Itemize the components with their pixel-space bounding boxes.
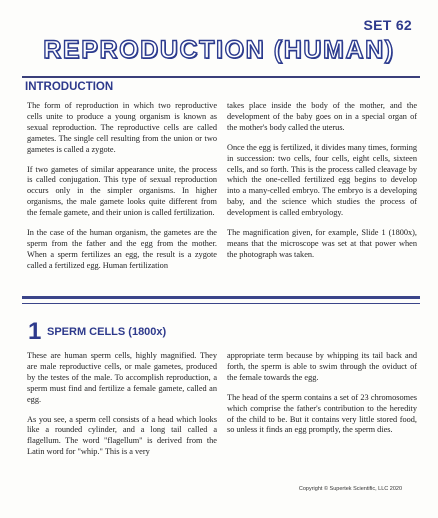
copyright-notice: Copyright © Supertek Scientific, LLC 2020: [298, 486, 402, 492]
intro-paragraph: Once the egg is fertilized, it divides many times, forming in succession: two cells, four cells, eight cells, sixteen cells, and so forth. This is the process called cleavage by which the one-celled fertilized egg begins to develop into a many-celled embryo. The embryo is a developing baby, and the science which studies the process of development is called embryology.: [227, 142, 417, 218]
section1-right-column: [227, 351, 417, 445]
intro-divider: [22, 76, 420, 78]
section-paragraph: appropriate term because by whipping its tail back and forth, the sperm is able to swim through the oviduct of the female towards the egg.: [227, 351, 417, 382]
introduction-right-column: [227, 101, 417, 270]
page-title: REPRODUCTION (HUMAN): [43, 36, 395, 64]
intro-paragraph: In the case of the human organism, the gametes are the sperm from the father and the egg from the mother. When a sperm fertilizes an egg, the result is a zygote called a fertilized egg. Human fertilization: [27, 228, 217, 270]
intro-paragraph: The form of reproduction in which two reproductive cells unite to produce a young organism is known as sexual reproduction. The reproductive cells are called gametes. The single cell resulting from the union or two gametes is called a zygote.: [27, 101, 217, 154]
intro-paragraph: takes place inside the body of the mother, and the development of the baby goes on in a special organ of the mother's body called the uterus.: [227, 101, 417, 132]
section-paragraph: These are human sperm cells, highly magnified. They are male reproductive cells, or male gametes, produced by the testes of the male. To accomplish reproduction, a sperm must find and fertilize a female gamete, called an egg.: [27, 351, 217, 404]
set-number-label: SET 62: [363, 17, 412, 33]
section-divider-thin: [22, 303, 420, 304]
introduction-left-column: [27, 101, 217, 281]
section-title: SPERM CELLS (1800x): [47, 326, 167, 338]
section1-left-column: [27, 351, 217, 467]
section-paragraph: The head of the sperm contains a set of 23 chromosomes which comprise the father's contribution to the heredity of the child to be. But it contains very little stored food, so unless it finds an egg promptly, the sperm dies.: [227, 392, 417, 435]
intro-paragraph: The magnification given, for example, Slide 1 (1800x), means that the microscope was set at that power when the photograph was taken.: [227, 228, 417, 259]
introduction-heading: INTRODUCTION: [25, 81, 114, 93]
section-number: 1: [28, 318, 42, 345]
intro-paragraph: If two gametes of similar appearance unite, the process is called conjugation. This type of sexual reproduction occurs only in the simpler organisms. In higher organisms, the male gamete looks quite different from the female gamete, and their union is called fertilization.: [27, 164, 217, 218]
section-paragraph: As you see, a sperm cell consists of a head which looks like a rounded cylinder, and a long tail called a flagellum. The word "flagellum" is derived from the Latin word for "whip." This is a very: [27, 414, 217, 457]
section-divider-thick: [22, 296, 420, 299]
